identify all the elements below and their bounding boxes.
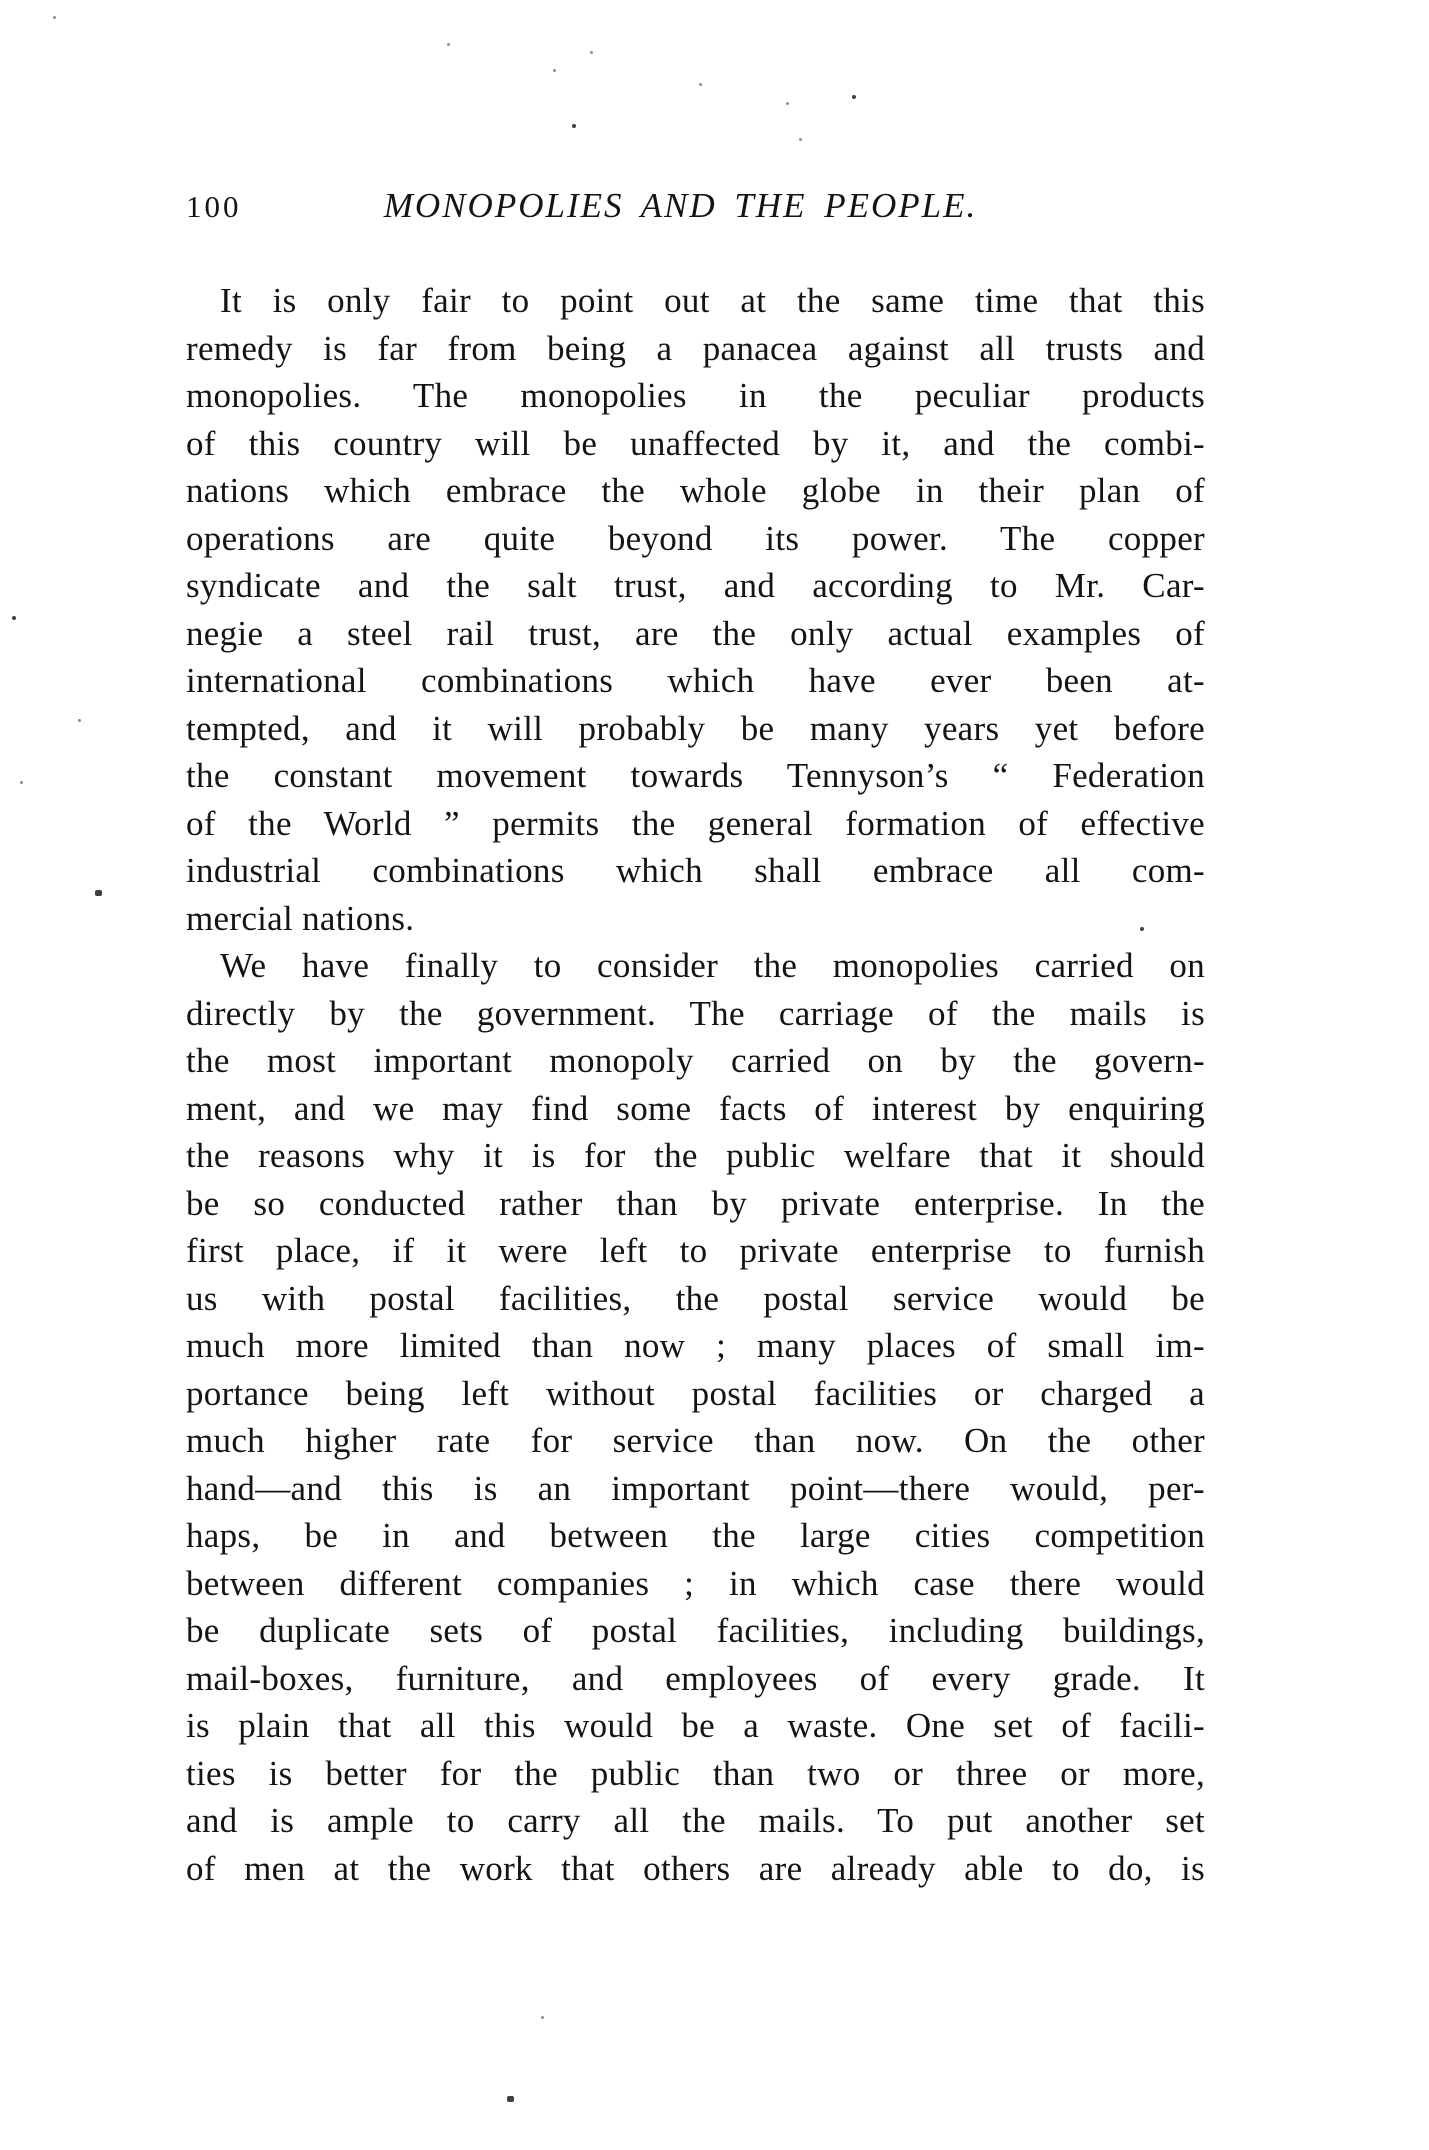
text-line: directly by the government. The carriage of the mails is <box>186 993 1205 1033</box>
text-line: of the World ” permits the general formation of effective <box>186 803 1205 843</box>
text-line: syndicate and the salt trust, and according to Mr. Car- <box>186 566 1205 605</box>
text-block <box>186 277 1205 1892</box>
page-header <box>186 186 1205 226</box>
text-line: be duplicate sets of postal facilities, including buildings, <box>186 1611 1205 1650</box>
text-line: It is only fair to point out at the same time that this <box>220 281 1205 320</box>
text-line: much more limited than now ; many places of small im- <box>186 1326 1205 1365</box>
text-line: portance being left without postal facilities or charged a <box>186 1373 1205 1413</box>
scan-speck <box>95 890 102 896</box>
text-line: ties is better for the public than two or three or more, <box>186 1753 1205 1793</box>
scan-speck <box>553 69 556 72</box>
text-line: negie a steel rail trust, are the only actual examples of <box>186 613 1205 653</box>
text-line: haps, be in and between the large cities competition <box>186 1516 1205 1555</box>
scan-speck <box>786 102 789 105</box>
scan-speck <box>12 616 16 620</box>
text-line: between different companies ; in which case there would <box>186 1563 1205 1603</box>
scan-speck <box>699 83 702 86</box>
text-line: international combinations which have ever been at- <box>186 661 1205 700</box>
text-line: We have finally to consider the monopolies carried on <box>220 946 1205 985</box>
text-line: operations are quite beyond its power. The copper <box>186 518 1205 558</box>
text-line: is plain that all this would be a waste. One set of facili- <box>186 1706 1205 1745</box>
text-line: nations which embrace the whole globe in their plan of <box>186 471 1205 510</box>
scan-speck <box>20 781 23 784</box>
scan-speck <box>572 124 576 128</box>
text-line: and is ample to carry all the mails. To put another set <box>186 1801 1205 1840</box>
text-line: mail-boxes, furniture, and employees of every grade. It <box>186 1658 1205 1698</box>
text-line: industrial combinations which shall embrace all com- <box>186 851 1205 890</box>
page-number: 100 <box>186 189 242 224</box>
scan-speck <box>447 43 450 46</box>
text-line: of men at the work that others are already able to do, is <box>186 1848 1205 1888</box>
text-line: tempted, and it will probably be many years yet before <box>186 708 1205 748</box>
text-line: us with postal facilities, the postal service would be <box>186 1278 1205 1318</box>
scan-speck <box>799 138 802 141</box>
text-line: first place, if it were left to private enterprise to furnish <box>186 1231 1205 1270</box>
text-line: the constant movement towards Tennyson’s “ Federation <box>186 756 1205 795</box>
scan-speck <box>541 2016 544 2019</box>
text-line: ment, and we may find some facts of interest by enquiring <box>186 1088 1205 1128</box>
scan-speck <box>852 95 856 99</box>
text-line: monopolies. The monopolies in the peculiar products <box>186 376 1205 415</box>
scan-speck <box>507 2096 514 2102</box>
text-line: remedy is far from being a panacea against all trusts and <box>186 328 1205 368</box>
scan-speck <box>590 51 593 54</box>
text-line: of this country will be unaffected by it, and the combi- <box>186 423 1205 463</box>
scan-speck <box>53 16 56 19</box>
scan-speck <box>78 719 81 722</box>
text-line: mercial nations. <box>186 898 415 938</box>
text-line: be so conducted rather than by private enterprise. In the <box>186 1183 1205 1223</box>
text-line: much higher rate for service than now. On the other <box>186 1421 1205 1460</box>
running-title: MONOPOLIES AND THE PEOPLE. <box>383 186 978 225</box>
text-line: the most important monopoly carried on by the govern- <box>186 1041 1205 1080</box>
text-line: hand—and this is an important point—there would, per- <box>186 1468 1205 1508</box>
text-line: the reasons why it is for the public welfare that it should <box>186 1136 1205 1175</box>
